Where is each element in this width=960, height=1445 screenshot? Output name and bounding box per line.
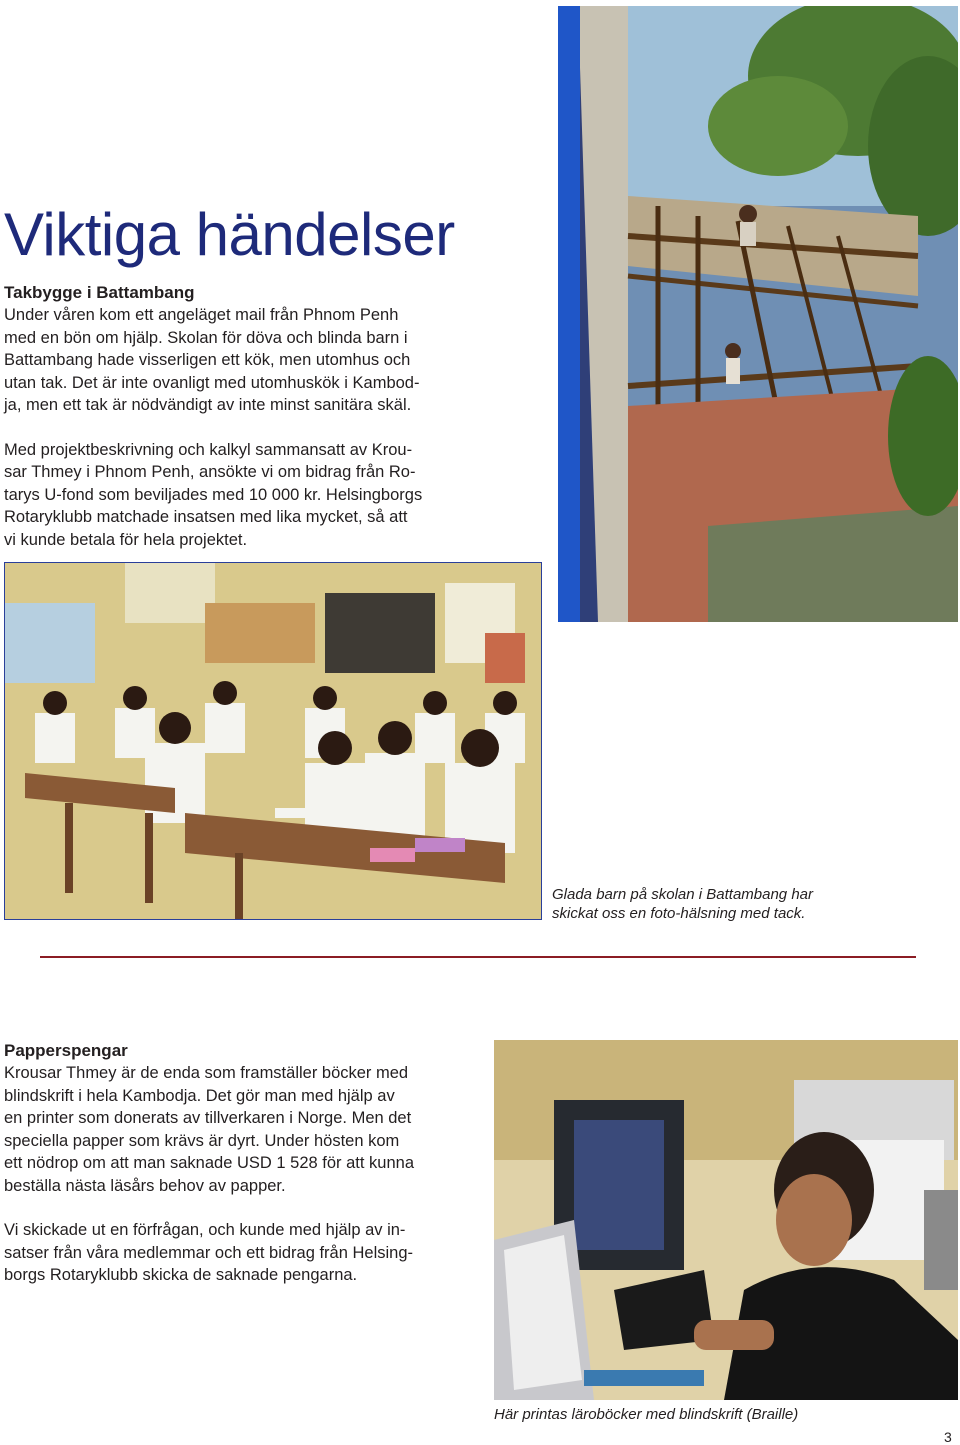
section-takbygge xyxy=(4,282,544,551)
text-line: Med projektbeskrivning och kalkyl sammansatt av Krou- xyxy=(4,440,413,459)
text-line: speciella papper som krävs är dyrt. Under hösten kom xyxy=(4,1131,400,1150)
text-line: ett nödrop om att man saknade USD 1 528 för att kunna xyxy=(4,1154,414,1172)
classroom-photo xyxy=(4,562,542,920)
text-line: Krousar Thmey är de enda som framställer böcker med xyxy=(4,1064,409,1082)
section-heading: Takbygge i Battambang xyxy=(4,283,195,302)
section-papperspengar xyxy=(4,1040,484,1287)
classroom-caption xyxy=(552,885,952,923)
text-line: utan tak. Det är inte ovanligt med utomhuskök i Kambod- xyxy=(4,373,420,392)
text-line: tarys U-fond som beviljades med 10 000 kr. Helsingborgs xyxy=(4,485,423,504)
text-line: vi kunde betala för hela projektet. xyxy=(4,530,248,549)
text-line: satser från våra medlemmar och ett bidrag från Helsing- xyxy=(4,1243,414,1262)
text-line: Under våren kom ett angeläget mail från Phnom Penh xyxy=(4,306,399,324)
paragraph xyxy=(4,1219,484,1287)
text-line: en printer som donerats av tillverkaren i Norge. Men det xyxy=(4,1109,412,1127)
braille-printer-photo xyxy=(494,1040,958,1400)
text-line: blindskrift i hela Kambodja. Det gör man med hjälp av xyxy=(4,1086,395,1105)
text-line: Rotaryklubb matchade insatsen med lika mycket, så att xyxy=(4,508,408,526)
paragraph xyxy=(4,439,544,552)
text-line: borgs Rotaryklubb skicka de saknade pengarna. xyxy=(4,1266,358,1284)
page-number: 3 xyxy=(944,1429,952,1445)
section-divider xyxy=(40,956,916,958)
text-line: ja, men ett tak är nödvändigt av inte minst sanitära skäl. xyxy=(4,396,412,414)
caption-line: skickat oss en foto-hälsning med tack. xyxy=(552,905,806,922)
section-heading: Papperspengar xyxy=(4,1041,128,1060)
text-line: med en bön om hjälp. Skolan för döva och blinda barn i xyxy=(4,328,408,347)
printer-caption: Här printas läroböcker med blindskrift (Braille) xyxy=(494,1406,799,1423)
roof-construction-photo xyxy=(558,6,958,622)
text-line: Vi skickade ut en förfrågan, och kunde med hjälp av in- xyxy=(4,1221,406,1239)
caption-line: Glada barn på skolan i Battambang har xyxy=(552,886,813,903)
text-line: sar Thmey i Phnom Penh, ansökte vi om bidrag från Ro- xyxy=(4,463,416,481)
text-line: beställa nästa läsårs behov av papper. xyxy=(4,1176,286,1195)
page-title: Viktiga händelser xyxy=(4,201,455,268)
text-line: Battambang hade visserligen ett kök, men utomhus och xyxy=(4,351,411,369)
paragraph xyxy=(4,304,544,417)
paragraph xyxy=(4,1062,484,1197)
